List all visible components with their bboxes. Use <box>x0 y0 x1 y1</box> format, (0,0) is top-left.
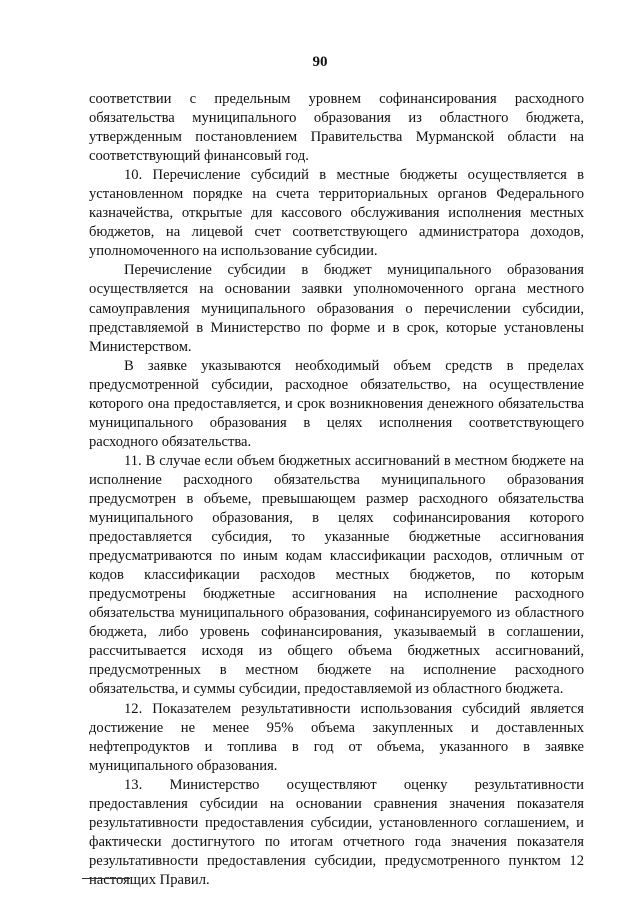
page-number: 90 <box>312 54 328 70</box>
paragraph-transfer-request: Перечисление субсидии в бюджет муниципального образования осуществляется на основании заявки уполномоченного органа местного самоуправления муниципального образования о перечислении субсидии, представляемой в Министерство по форме и в срок, которые установлены Министерством. <box>89 262 584 355</box>
paragraph-item-13: 13. Министерство осуществляют оценку результативности предоставления субсидии на основании сравнения значения показателя результативности предоставления субсидии, установленного соглашением, и фактически достигнутого по итогам отчетного года значения показателя результативности предоставления субсидии, предусмотренного пунктом 12 настоящих Правил. <box>89 776 584 888</box>
paragraph-request-contents: В заявке указываются необходимый объем средств в пределах предусмотренной субсидии, расходное обязательство, на осуществление которого она предоставляется, и срок возникновения денежного обязательства муниципального образования в целях исполнения соответствующего расходного обязательства. <box>89 357 584 450</box>
paragraph-item-12: 12. Показателем результативности использования субсидий является достижение не менее 95% объема закупленных и доставленных нефтепродуктов и топлива в год от объема, указанного в заявке муниципального образования. <box>89 700 584 774</box>
paragraph-item-11: 11. В случае если объем бюджетных ассигнований в местном бюджете на исполнение расходного обязательства муниципального образования предусмотрен в объеме, превышающем размер расходного обязательства муниципального образования, в целях софинансирования которого предоставляется субсидия, то указанные бюджетные ассигнования предусматриваются по иным кодам классификации расходов, отличным от кодов классификации расходов местных бюджетов, по которым предусмотрены бюджетные ассигнования на исполнение расходного обязательства муниципального образования, софинансируемого из областного бюджета, либо уровень софинансирования, указываемый в соглашении, рассчитывается исходя из общего объема бюджетных ассигнований, предусмотренных в местном бюджете на исполнение расходного обязательства, и суммы субсидии, предоставляемой из областного бюджета. <box>89 452 584 698</box>
paragraph-continuation: соответствии с предельным уровнем софинансирования расходного обязательства муниципального образования из областного бюджета, утвержденным постановлением Правительства Мурманской области на соответствующий финансовый год. <box>89 91 584 165</box>
paragraph-item-10: 10. Перечисление субсидий в местные бюджеты осуществляется в установленном порядке на счета территориальных органов Федерального казначейства, открытые для кассового обслуживания исполнения местных бюджетов, на лицевой счет соответствующего администратора доходов, уполномоченного на использование субсидии. <box>89 167 584 260</box>
document-body <box>89 90 584 890</box>
footer-divider <box>82 878 130 879</box>
